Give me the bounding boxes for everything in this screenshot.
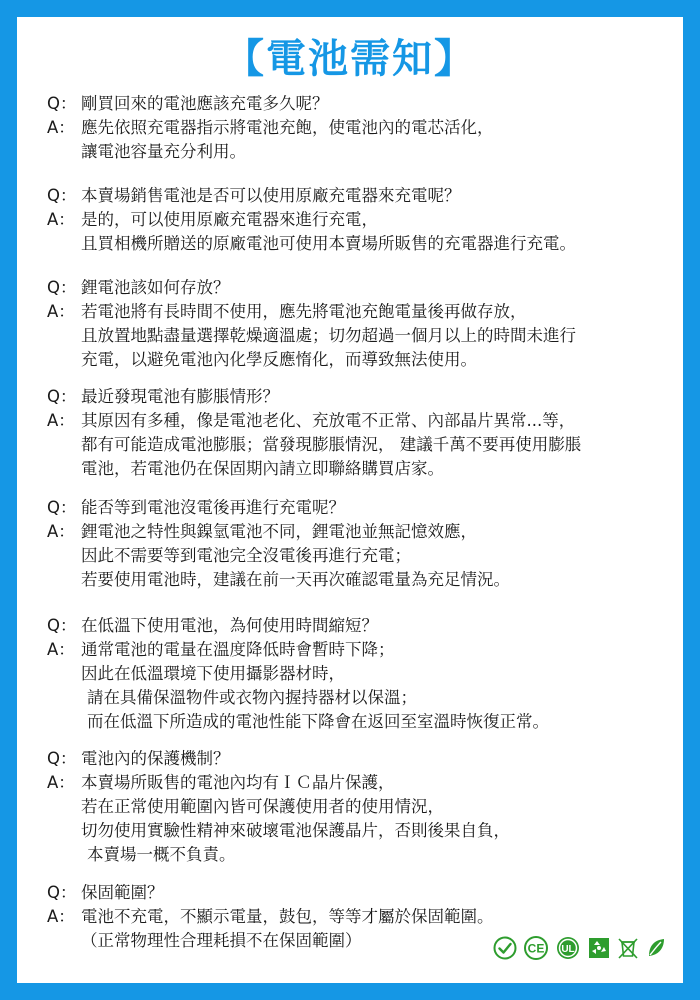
question-row — [47, 747, 667, 771]
question-text: 在低溫下使用電池，為何使用時間縮短？ — [81, 616, 378, 635]
faq-item — [47, 614, 667, 734]
answer-line: 是的，可以使用原廠充電器來進行充電， — [81, 210, 378, 229]
answer-row — [47, 771, 667, 795]
faq-item — [47, 92, 667, 164]
answer-line: 請在具備保溫物件或衣物內握持器材以保溫； — [87, 688, 417, 707]
answer-row — [47, 208, 667, 232]
answer-row — [47, 116, 667, 140]
question-prefix: Q： — [47, 498, 77, 517]
question-prefix: Q： — [47, 186, 77, 205]
answer-line: 電池不充電，不顯示電量，鼓包，等等才屬於保固範圍。 — [81, 907, 494, 926]
faq-item — [47, 385, 667, 481]
answer-prefix: A： — [47, 522, 75, 541]
answer-line: 若電池將有長時間不使用，應先將電池充飽電量後再做存放， — [81, 302, 527, 321]
answer-prefix: A： — [47, 773, 75, 792]
faq-item — [47, 747, 667, 867]
question-text: 保固範圍？ — [81, 883, 164, 902]
question-row — [47, 496, 667, 520]
answer-line: 都有可能造成電池膨脹；當發現膨脹情況， 建議千萬不要再使用膨脹 — [81, 435, 582, 454]
answer-line: 本賣場一概不負責。 — [87, 845, 236, 864]
answer-row — [47, 520, 667, 544]
answer-row — [47, 905, 667, 929]
question-text: 最近發現電池有膨脹情形？ — [81, 387, 279, 406]
answer-line: 電池，若電池仍在保固期內請立即聯絡購買店家。 — [81, 459, 444, 478]
answer-line: 切勿使用實驗性精神來破壞電池保護晶片，否則後果自負， — [81, 821, 510, 840]
question-text: 能否等到電池沒電後再進行充電呢？ — [81, 498, 345, 517]
leaf-eco-icon — [645, 936, 667, 960]
certification-icons — [493, 933, 667, 963]
question-row — [47, 92, 667, 116]
question-row — [47, 184, 667, 208]
answer-line: 因此不需要等到電池完全沒電後再進行充電； — [81, 546, 411, 565]
answer-line: 鋰電池之特性與鎳氫電池不同，鋰電池並無記憶效應， — [81, 522, 477, 541]
answer-row — [47, 300, 667, 324]
check-mark-icon — [493, 936, 517, 960]
ul-mark-icon — [555, 936, 581, 960]
weee-bin-icon — [617, 936, 639, 960]
question-row — [47, 881, 667, 905]
answer-prefix: A： — [47, 302, 75, 321]
faq-item — [47, 276, 667, 372]
answer-line: 因此在低溫環境下使用攝影器材時， — [81, 664, 345, 683]
question-prefix: Q： — [47, 883, 77, 902]
recycle-mark-icon — [587, 936, 611, 960]
answer-line: 若要使用電池時，建議在前一天再次確認電量為充足情況。 — [81, 570, 510, 589]
answer-line: 若在正常使用範圍內皆可保護使用者的使用情況， — [81, 797, 444, 816]
question-prefix: Q： — [47, 387, 77, 406]
answer-line: 其原因有多種，像是電池老化、充放電不正常、內部晶片異常...等， — [81, 411, 576, 430]
question-row — [47, 385, 667, 409]
ul-mark-text: UL — [561, 944, 575, 955]
faq-item — [47, 496, 667, 592]
answer-line: 且放置地點盡量選擇乾燥適溫處；切勿超過一個月以上的時間未進行 — [81, 326, 576, 345]
answer-line: 而在低溫下所造成的電池性能下降會在返回至室溫時恢復正常。 — [87, 712, 549, 731]
question-text: 電池內的保護機制？ — [81, 749, 230, 768]
faq-card — [17, 17, 683, 983]
answer-row — [47, 409, 667, 433]
answer-line: 且買相機所贈送的原廠電池可使用本賣場所販售的充電器進行充電。 — [81, 234, 576, 253]
question-prefix: Q： — [47, 749, 77, 768]
ce-mark-text: CE — [527, 941, 545, 956]
answer-line: （正常物理性合理耗損不在保固範圍） — [81, 931, 362, 950]
answer-prefix: A： — [47, 640, 75, 659]
faq-item — [47, 184, 667, 256]
question-prefix: Q： — [47, 94, 77, 113]
ce-mark-icon — [523, 936, 549, 960]
answer-prefix: A： — [47, 907, 75, 926]
answer-line: 充電，以避免電池內化學反應惰化，而導致無法使用。 — [81, 350, 477, 369]
answer-line: 應先依照充電器指示將電池充飽，使電池內的電芯活化， — [81, 118, 494, 137]
answer-prefix: A： — [47, 411, 75, 430]
answer-prefix: A： — [47, 210, 75, 229]
answer-line: 讓電池容量充分利用。 — [81, 142, 246, 161]
question-row — [47, 614, 667, 638]
question-text: 本賣場銷售電池是否可以使用原廠充電器來充電呢？ — [81, 186, 461, 205]
answer-line: 通常電池的電量在溫度降低時會暫時下降； — [81, 640, 395, 659]
question-text: 剛買回來的電池應該充電多久呢？ — [81, 94, 329, 113]
question-prefix: Q： — [47, 278, 77, 297]
answer-row — [47, 638, 667, 662]
answer-line: 本賣場所販售的電池內均有ＩＣ晶片保護， — [81, 773, 395, 792]
page-title: 【電池需知】 — [224, 36, 476, 82]
answer-prefix: A： — [47, 118, 75, 137]
question-row — [47, 276, 667, 300]
question-text: 鋰電池該如何存放？ — [81, 278, 230, 297]
question-prefix: Q： — [47, 616, 77, 635]
